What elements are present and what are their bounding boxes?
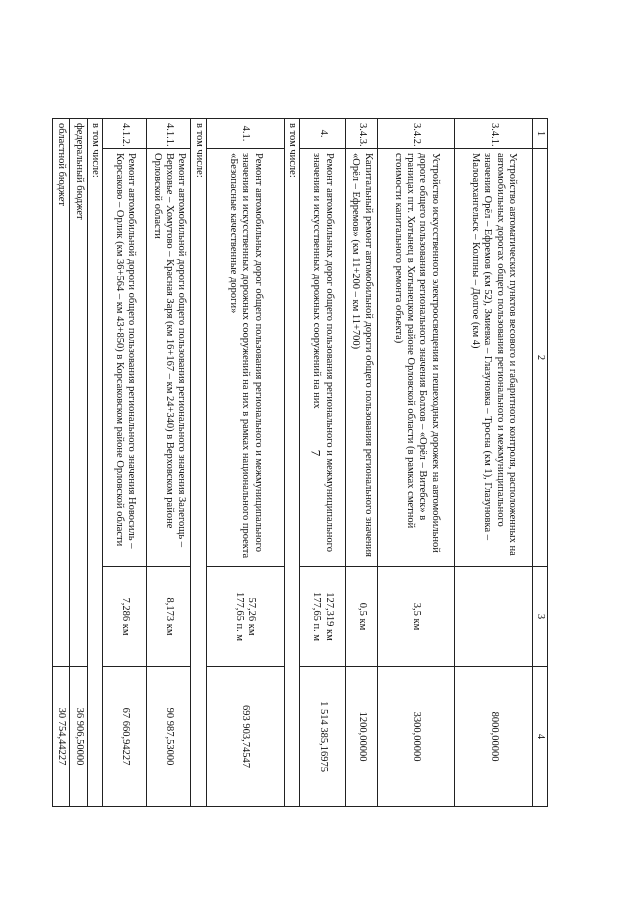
budget-value: 30 754,44227 [53, 667, 70, 807]
length-m: 177,65 п. м [234, 591, 246, 641]
budget-row [70, 119, 87, 807]
length-km: 127,319 км [323, 592, 335, 641]
budget-label: федеральный бюджет [70, 119, 87, 667]
in-that-number-label: в том числе: [87, 119, 102, 807]
row-number: 3.4.3. [346, 119, 378, 149]
subheading-row [284, 119, 299, 807]
in-that-number-label: в том числе: [191, 119, 206, 807]
length-km: 57,26 км [246, 597, 258, 636]
col-header-2: 2 [533, 149, 548, 567]
row-length [455, 567, 533, 667]
row-value: 8000,00000 [455, 667, 533, 807]
row-number: 3.4.1. [455, 119, 533, 149]
table-row [378, 119, 455, 807]
row-length: 0,5 км [346, 567, 378, 667]
in-that-number-label: в том числе: [284, 119, 299, 807]
row-description: Ремонт автомобильных дорог общего пользования регионального и межмуниципального значения и искусственных дорожных сооружений на них в рамках национального проекта «Безопасные качественные дороги» [206, 149, 284, 567]
row-value: 90 987,53000 [147, 667, 191, 807]
row-length [300, 567, 346, 667]
subheading-row [191, 119, 206, 807]
row-length: 3,5 км [378, 567, 455, 667]
budget-label: областной бюджет [53, 119, 70, 667]
row-value: 693 903,74547 [206, 667, 284, 807]
row-description: Ремонт автомобильной дороги общего пользования регионального значения Залегощь – Верховье – Хомутово – Красная Заря (км 16+167 – км 24+340) в Верховском районе Орловской области [147, 149, 191, 567]
budget-table [52, 118, 548, 807]
row-number: 4.1. [206, 119, 284, 149]
table-row [455, 119, 533, 807]
row-number: 3.4.2. [378, 119, 455, 149]
row-description: Устройство автоматических пунктов весового и габаритного контроля, расположенных на автомобильных дорогах общего пользования регионального и межмуниципального значения Орёл – Ефремов (км 52), Змиевка – Глазуновка – Тросна (км 1), Глазуновка – Малоархангельск – Колпны – Долгое (км 4) [455, 149, 533, 567]
table-row [103, 119, 147, 807]
col-header-3: 3 [533, 567, 548, 667]
table-row [300, 119, 346, 807]
row-value: 3300,00000 [378, 667, 455, 807]
row-length: 8,173 км [147, 567, 191, 667]
table-row [206, 119, 284, 807]
row-description: Ремонт автомобильной дороги общего пользования регионального значения Новосиль – Корсаково – Орлик (км 36+564 – км 43+850) в Корсаковском районе Орловской области [103, 149, 147, 567]
row-length: 7,286 км [103, 567, 147, 667]
budget-value: 36 906,50000 [70, 667, 87, 807]
rotated-table-container [56, 118, 548, 806]
header-row [533, 119, 548, 807]
row-length [206, 567, 284, 667]
subheading-row [87, 119, 102, 807]
col-header-1: 1 [533, 119, 548, 149]
row-value: 1200,00000 [346, 667, 378, 807]
col-header-4: 4 [533, 667, 548, 807]
length-m: 177,65 п. м [311, 591, 323, 641]
row-number: 4.1.1. [147, 119, 191, 149]
row-number: 4. [300, 119, 346, 149]
budget-row [53, 119, 70, 807]
row-value: 1 514 385,16975 [300, 667, 346, 807]
row-description: Капитальный ремонт автомобильной дороги общего пользования регионального значения «Орёл – Ефремов» (км 11+200 – км 11+700) [346, 149, 378, 567]
table-row [147, 119, 191, 807]
row-description: Устройство искусственного электроосвещения и пешеходных дорожек на автомобильной дороге общего пользования регионального значения Болхов – «Орёл – Витебск» в границах пгт. Хотынец в Хотынецком районе Орловской области (в рамках сметной стоимости капитального ремонта объекта) [378, 149, 455, 567]
row-description: Ремонт автомобильных дорог общего пользования регионального и межмуниципального значения и искусственных дорожных сооружений на них [300, 149, 346, 567]
table-row [346, 119, 378, 807]
row-number: 4.1.2. [103, 119, 147, 149]
page-number: 7 [308, 449, 324, 457]
row-value: 67 660,94227 [103, 667, 147, 807]
